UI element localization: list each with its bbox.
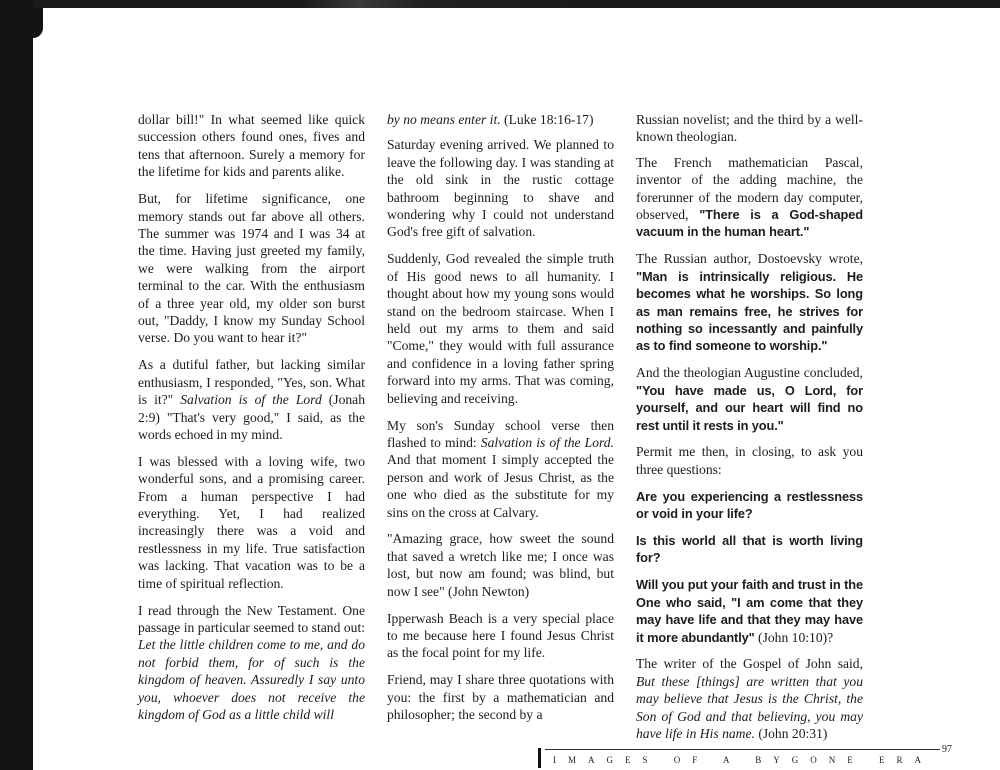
paragraph: Friend, may I share three quotations with you: the first by a mathematician and philosopher; the second by a bbox=[387, 672, 614, 723]
paragraph: Saturday evening arrived. We planned to leave the following day. I was standing at the old sink in the rustic cottage bathroom beginning to shave and wondering why I could not understand God's free gift of salvation. bbox=[387, 137, 614, 240]
page-number: 97 bbox=[942, 744, 952, 755]
paragraph: by no means enter it. (Luke 18:16-17) bbox=[387, 112, 594, 127]
question: Are you experiencing a restlessness or void in your life? bbox=[636, 488, 863, 522]
paragraph: The writer of the Gospel of John said, But these [things] are written that you may believe that Jesus is the Christ, the Son of God and that believing, you may have life in His name. (John 20:31) bbox=[636, 656, 863, 742]
paragraph: I was blessed with a loving wife, two wonderful sons, and a promising career. From a human perspective I had everything. Yet, I had realized increasingly there was a void and restlessness in my life. True satisfaction was lacking. That vacation was to be a time of spiritual reflection. bbox=[138, 453, 365, 591]
italic-verse: Salvation is of the Lord bbox=[180, 392, 322, 408]
paragraph: My son's Sunday school verse then flashed to mind: Salvation is of the Lord. And that moment I simply accepted the person and work of Jesus Christ, as the one who died as the substitute for my sins on the cross at Calvary. bbox=[387, 417, 615, 520]
scan-edge-left bbox=[0, 0, 33, 770]
paragraph: "Amazing grace, how sweet the sound that saved a wretch like me; I once was lost, but now am found; was blind, but now I see" (John Newton) bbox=[387, 531, 614, 599]
bold-quote: "You have made us, O Lord, for yourself, and our heart will find no rest until it rests in you." bbox=[636, 382, 863, 433]
footer-rule-mark bbox=[538, 748, 541, 768]
paragraph: The French mathematician Pascal, inventor of the adding machine, the forerunner of the modern day computer, observed, "There is a God-shaped vacuum in the human heart." bbox=[636, 154, 863, 240]
paragraph: Permit me then, in closing, to ask you three questions: bbox=[636, 444, 863, 477]
paragraph: Russian novelist; and the third by a well-known theologian. bbox=[636, 112, 863, 145]
italic-verse: by no means enter it. bbox=[387, 112, 501, 127]
paragraph: But, for lifetime significance, one memory stands out far above all others. The summer was 1974 and I was 34 at the time. Having just greeted my family, we were walking from the airport terminal to the car. With the enthusiasm of a three year old, my older son burst out, "Daddy, I know my Sunday School verse. Do you want to hear it?" bbox=[138, 191, 365, 346]
paragraph: dollar bill!" In what seemed like quick succession others found ones, fives and tens that afternoon. Surely a memory for the lifetime for kids and parents alike. bbox=[138, 112, 365, 180]
paragraph: The Russian author, Dostoevsky wrote, "Man is intrinsically religious. He becomes what he worships. So long as man remains free, he strives for nothing so incessantly and painfully as to find someone to worship." bbox=[636, 251, 863, 354]
paragraph: Ipperwash Beach is a very special place to me because here I found Jesus Christ as the focal point for my life. bbox=[387, 610, 614, 661]
paragraph: And the theologian Augustine concluded, "You have made us, O Lord, for yourself, and our heart will find no rest until it rests in you." bbox=[636, 365, 863, 433]
paragraph: I read through the New Testament. One passage in particular seemed to stand out: Let the little children come to me, and do not forbid them, for of such is the kingdom of heaven. Assuredly I say unto you, whoever does not receive the kingdom of God as a little child will bbox=[138, 602, 365, 722]
bold-quote: "Man is intrinsically religious. He becomes what he worships. So long as man remains free, he strives for nothing so incessantly and painfully as to find someone to worship." bbox=[636, 268, 863, 354]
paragraph: As a dutiful father, but lacking similar enthusiasm, I responded, "Yes, son. What is it?" Salvation is of the Lord (Jonah 2:9) "That's very good," I said, as the words echoed in my mind. bbox=[138, 357, 366, 442]
text-column-2 bbox=[387, 111, 614, 733]
bold-quote: "There is a God-shaped vacuum in the human heart." bbox=[636, 207, 863, 240]
text-column-3 bbox=[636, 111, 863, 752]
scan-edge-top bbox=[0, 0, 1000, 8]
paragraph: Suddenly, God revealed the simple truth of His good news to all humanity. I thought about how my young sons would stand on the bedroom staircase. When I held out my arms to them and said "Come," they would with full assurance and confidence in a loving father spring forward into my arms. That was coming, believing and receiving. bbox=[387, 251, 614, 406]
running-footer-title: IMAGES OF A BYGONE ERA bbox=[553, 755, 934, 765]
italic-verse: Let the little children come to me, and do not forbid them, for of such is the kingdom of heaven. Assuredly I say unto you, whoever does not receive the kingdom of God as a little child will bbox=[138, 637, 365, 722]
italic-verse: But these [things] are written that you may believe that Jesus is the Christ, the Son of God and that believing, you may have life in His name. bbox=[636, 673, 863, 742]
footer-rule bbox=[545, 749, 940, 750]
question: Is this world all that is worth living for? bbox=[636, 533, 863, 566]
text-column-1 bbox=[138, 111, 365, 733]
question: Will you put your faith and trust in the One who said, "I am come that they may have life and that they may have it more abundantly" (John 10:10)? bbox=[636, 577, 863, 645]
italic-verse: Salvation is of the Lord. bbox=[480, 434, 615, 450]
scan-edge-notch bbox=[33, 8, 43, 38]
